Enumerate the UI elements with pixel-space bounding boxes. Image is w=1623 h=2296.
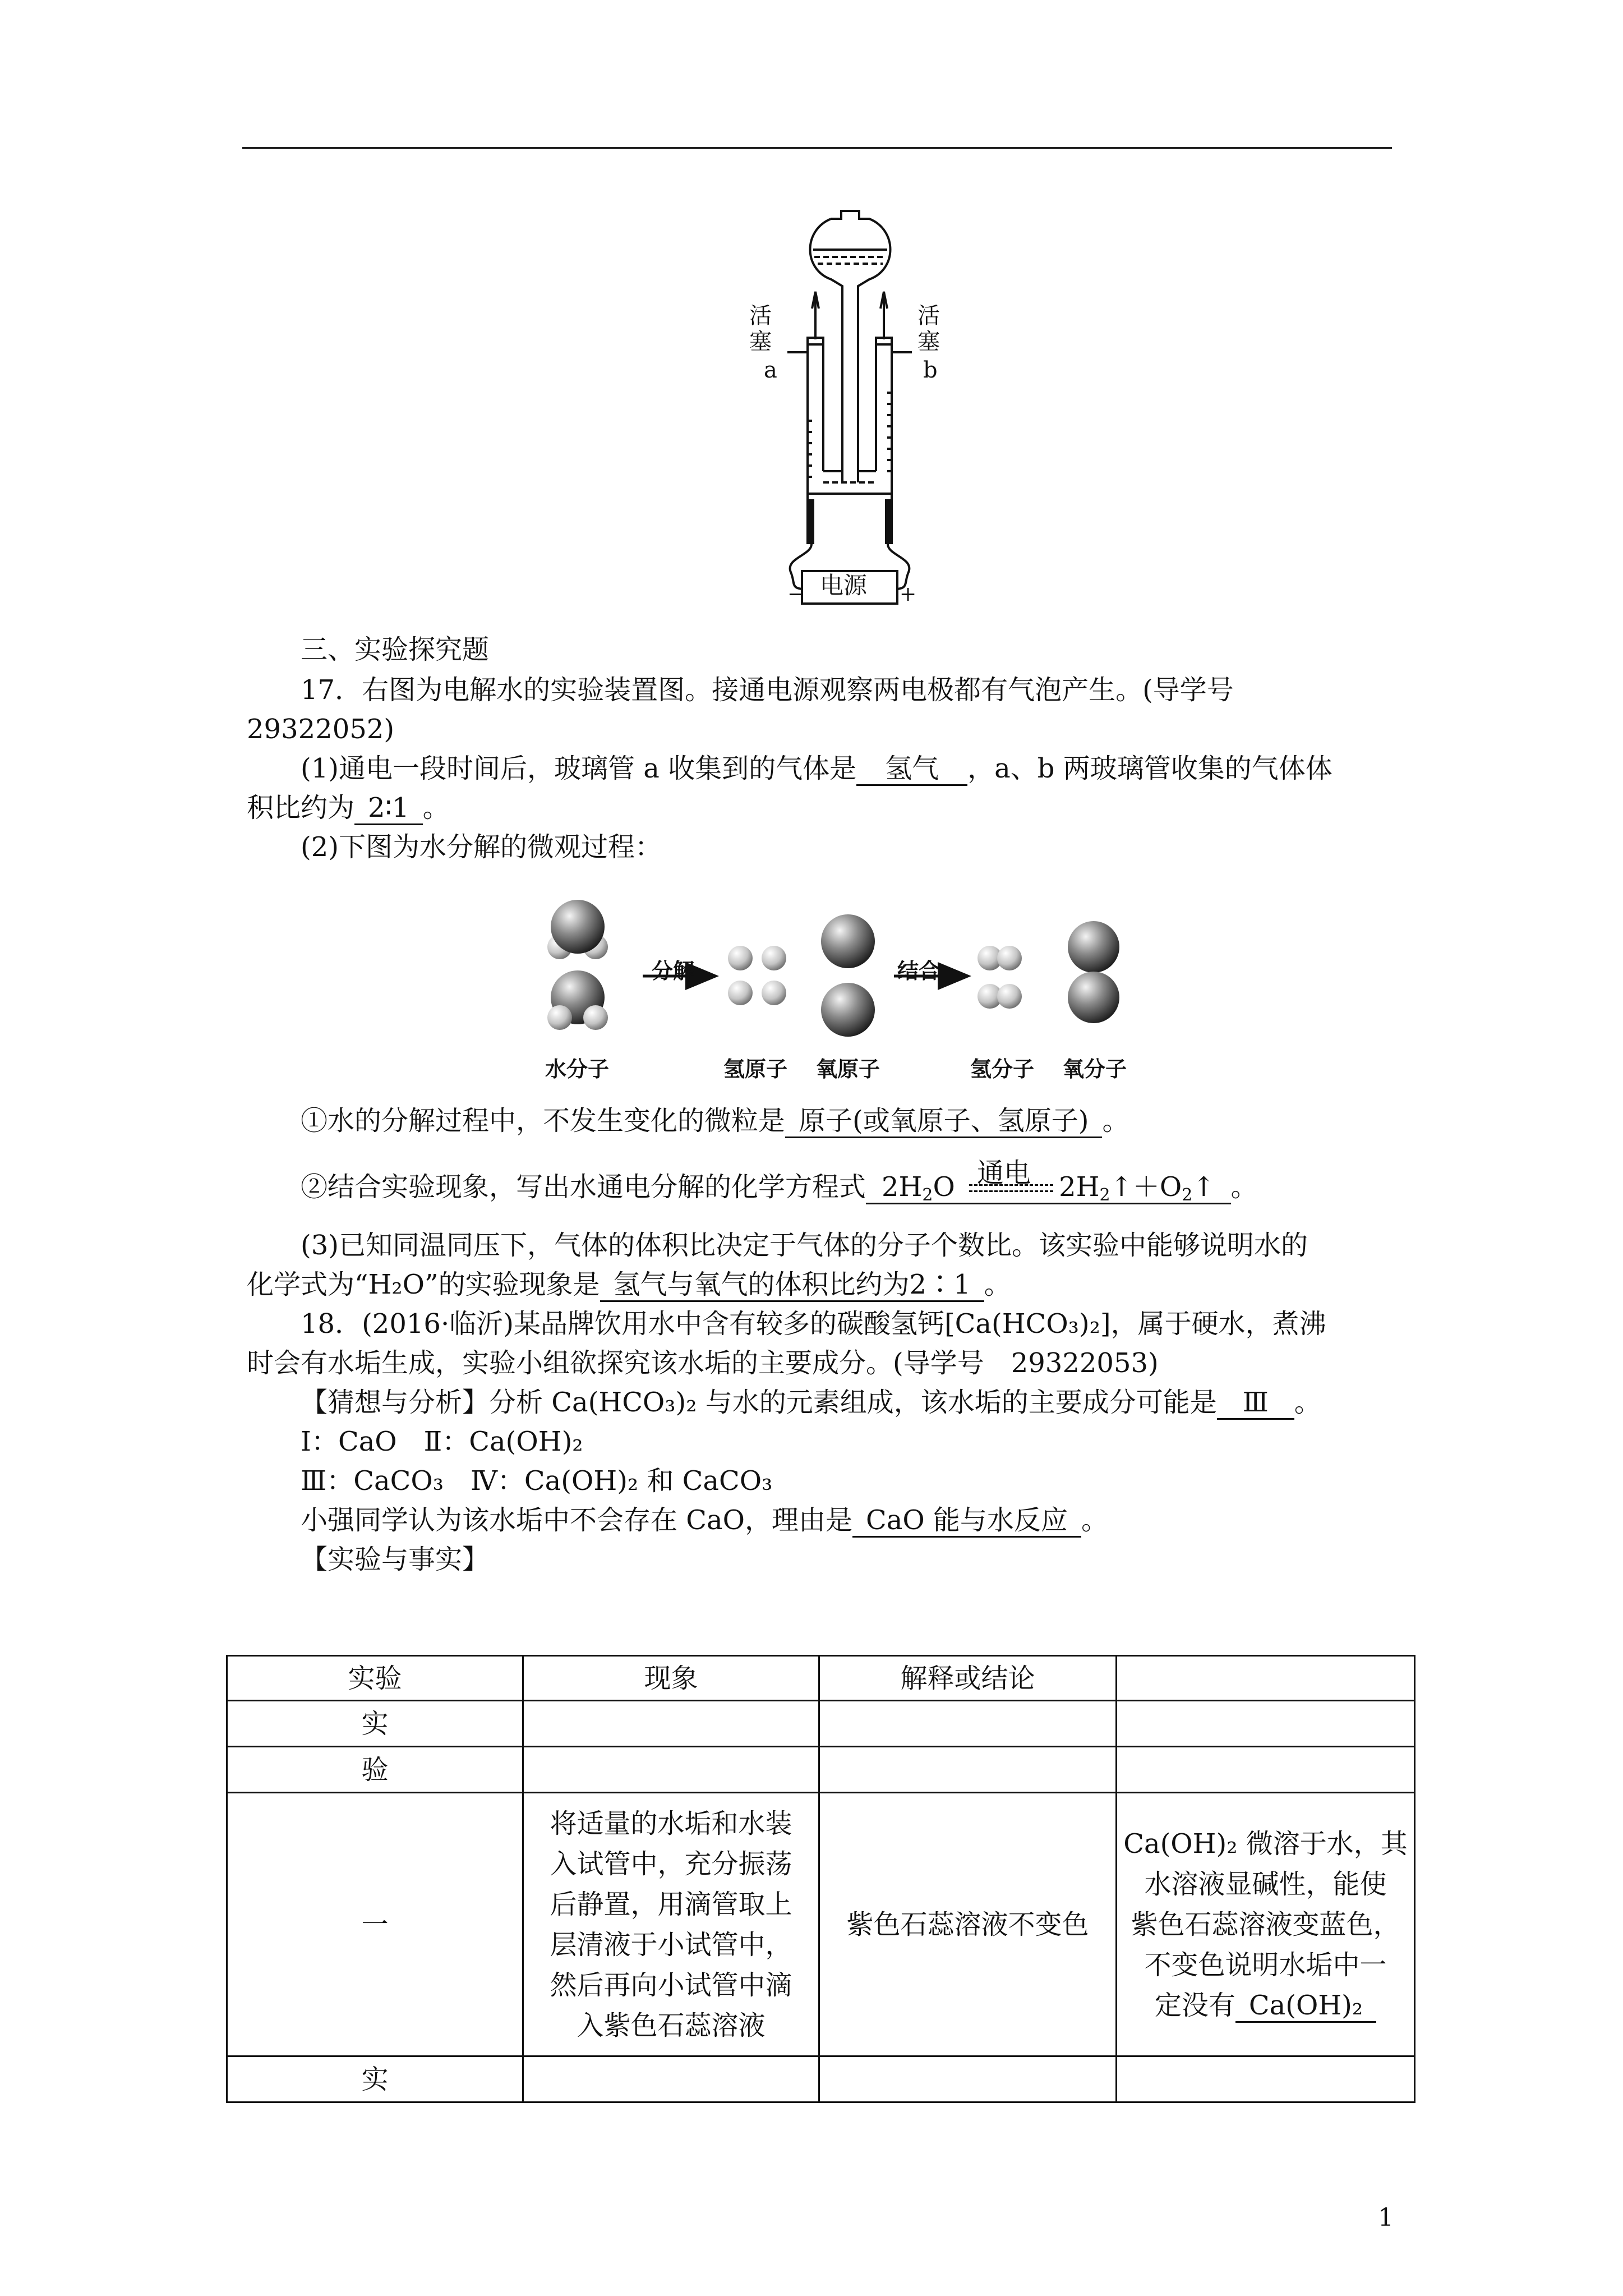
tube-a-label: a bbox=[764, 357, 777, 383]
q18-guess-end: 。 bbox=[1294, 1387, 1321, 1418]
q18-reason-text: 小强同学认为该水垢中不会存在 CaO，理由是 bbox=[301, 1504, 852, 1536]
answer-blank: 2∶1 bbox=[354, 792, 423, 825]
q18-guess-text: 【猜想与分析】分析 Ca(HCO₃)₂ 与水的元素组成，该水垢的主要成分可能是 bbox=[301, 1387, 1217, 1418]
q18-reason bbox=[301, 1503, 1108, 1538]
answer-blank: 氢气 bbox=[856, 753, 967, 786]
q17-s2-text: ②结合实验现象，写出水通电分解的化学方程式 bbox=[301, 1171, 866, 1203]
q17-part2: (2)下图为水分解的微观过程： bbox=[301, 831, 662, 863]
header-cell bbox=[1117, 1656, 1415, 1701]
q17-s2-end: 。 bbox=[1230, 1171, 1258, 1203]
operation-line: 将适量的水垢和水装 bbox=[550, 1807, 792, 1839]
answer-blank: Ⅲ bbox=[1217, 1387, 1294, 1420]
q17-part3-line1: (3)已知同温同压下，气体的体积比决定于气体的分子个数比。该实验中能够说明水的 bbox=[301, 1230, 1308, 1261]
header-cell: 现象 bbox=[523, 1656, 819, 1701]
reaction-condition-text: 通电 bbox=[977, 1157, 1031, 1189]
q17-s1-end: 。 bbox=[1102, 1105, 1129, 1137]
page-number: 1 bbox=[1378, 2203, 1394, 2232]
operation-line: 入紫色石蕊溶液 bbox=[577, 2009, 766, 2041]
q18-reason-end: 。 bbox=[1081, 1504, 1108, 1536]
q17-p1-text-c: 积比约为 bbox=[247, 792, 355, 823]
q17-p1-text: (1)通电一段时间后，玻璃管 a 收集到的气体是 bbox=[301, 753, 857, 784]
answer-blank: 原子(或氧原子、氢原子) bbox=[785, 1105, 1102, 1138]
q17-part1-line2 bbox=[247, 791, 450, 825]
q18-line2: 时会有水垢生成，实验小组欲探究该水垢的主要成分。(导学号 29322053) bbox=[247, 1347, 1159, 1379]
q17-part1-line1 bbox=[301, 752, 1332, 786]
stopcock-label-right: 活塞 bbox=[917, 303, 940, 355]
q18-line1: 18．(2016·临沂)某品牌饮用水中含有较多的碳酸氢钙[Ca(HCO₃)₂]，属于硬水，煮沸 bbox=[301, 1308, 1326, 1340]
q17-sub1 bbox=[301, 1104, 1129, 1138]
q17-stem-line2: 29322052) bbox=[247, 714, 395, 745]
power-supply-label: 电源 bbox=[820, 572, 868, 599]
conclusion-text: 定没有 bbox=[1154, 1989, 1235, 2021]
table-row bbox=[227, 1701, 1415, 1747]
tube-b-label: b bbox=[923, 357, 938, 383]
conclusion-cell bbox=[1117, 1793, 1415, 2056]
phenomenon-cell: 紫色石蕊溶液不变色 bbox=[819, 1793, 1117, 2056]
section-title: 三、实验探究题 bbox=[301, 634, 490, 665]
conclusion-line: 紫色石蕊溶液变蓝色， bbox=[1131, 1908, 1400, 1940]
reaction-condition bbox=[969, 1157, 1053, 1192]
operation-line: 入试管中，充分振荡 bbox=[550, 1848, 792, 1880]
arrow-label-combine: 结合 bbox=[897, 959, 940, 983]
q18-options-line1: Ⅰ：CaO Ⅱ：Ca(OH)₂ bbox=[301, 1426, 583, 1457]
conclusion-line: 水溶液显碱性，能使 bbox=[1144, 1868, 1387, 1900]
table-cell: 实 bbox=[227, 1701, 523, 1747]
operation-line: 后静置，用滴管取上 bbox=[550, 1888, 792, 1920]
q17-stem-line1 bbox=[301, 673, 1234, 707]
water-decomposition-diagram bbox=[538, 898, 1155, 1043]
experiment-table bbox=[226, 1655, 1415, 2103]
negative-terminal: − bbox=[787, 583, 805, 606]
label-oxygen-molecule: 氧分子 bbox=[1063, 1057, 1127, 1082]
header-rule bbox=[242, 147, 1392, 149]
positive-terminal: + bbox=[900, 583, 917, 606]
q17-part3-line2 bbox=[247, 1268, 1011, 1302]
table-row bbox=[227, 1793, 1415, 2056]
stopcock-label-left: 活塞 bbox=[749, 303, 772, 355]
label-hydrogen-molecule: 氢分子 bbox=[970, 1057, 1035, 1082]
table-row bbox=[227, 2056, 1415, 2102]
q17-stem: ．右图为电解水的实验装置图。接通电源观察两电极都有气泡产生。(导学号 bbox=[335, 674, 1234, 706]
conclusion-line: Ca(OH)₂ 微溶于水，其 bbox=[1123, 1828, 1408, 1860]
arrow-label-decompose: 分解 bbox=[652, 959, 695, 983]
label-oxygen-atom: 氧原子 bbox=[816, 1057, 880, 1082]
table-cell: 实 bbox=[227, 2056, 523, 2102]
q18-facts-title: 【实验与事实】 bbox=[301, 1544, 490, 1575]
q18-options-line2: Ⅲ：CaCO₃ Ⅳ：Ca(OH)₂ 和 CaCO₃ bbox=[301, 1465, 773, 1497]
q17-p3-end: 。 bbox=[984, 1269, 1011, 1300]
electrolysis-apparatus-diagram bbox=[729, 208, 976, 611]
q17-p3-text: 化学式为“H₂O”的实验现象是 bbox=[247, 1269, 600, 1300]
q17-s1-text: ①水的分解过程中，不发生变化的微粒是 bbox=[301, 1105, 786, 1137]
conclusion-line bbox=[1123, 1985, 1408, 2026]
label-hydrogen-atom: 氢原子 bbox=[723, 1057, 788, 1082]
table-row bbox=[227, 1747, 1415, 1793]
q17-p1-text-b: ，a、b 两玻璃管收集的气体体 bbox=[967, 753, 1332, 784]
q17-p1-text-d: 。 bbox=[422, 792, 450, 823]
equation-blank: $2H_2O$ 通电 $2H_2↑+O_2↑$ bbox=[866, 1171, 1231, 1204]
answer-blank: Ca(OH)₂ bbox=[1235, 1990, 1376, 2023]
q18-guess bbox=[301, 1386, 1321, 1420]
answer-blank: 氢气与氧气的体积比约为2∶1 bbox=[600, 1269, 984, 1302]
header-cell: 实验 bbox=[227, 1656, 523, 1701]
operation-line: 然后再向小试管中滴 bbox=[550, 1969, 792, 2001]
answer-blank: CaO 能与水反应 bbox=[852, 1504, 1081, 1538]
table-cell: 验 bbox=[227, 1747, 523, 1793]
label-water-molecule: 水分子 bbox=[545, 1057, 610, 1082]
operation-line: 层清液于小试管中， bbox=[550, 1929, 792, 1961]
q17-number: 17 bbox=[301, 674, 335, 706]
experiment-number-cell: 一 bbox=[227, 1793, 523, 2056]
conclusion-line: 不变色说明水垢中一 bbox=[1144, 1949, 1387, 1981]
table-header-row bbox=[227, 1656, 1415, 1701]
header-cell: 解释或结论 bbox=[819, 1656, 1117, 1701]
operation-cell bbox=[523, 1793, 819, 2056]
q17-sub2 bbox=[301, 1157, 1258, 1205]
